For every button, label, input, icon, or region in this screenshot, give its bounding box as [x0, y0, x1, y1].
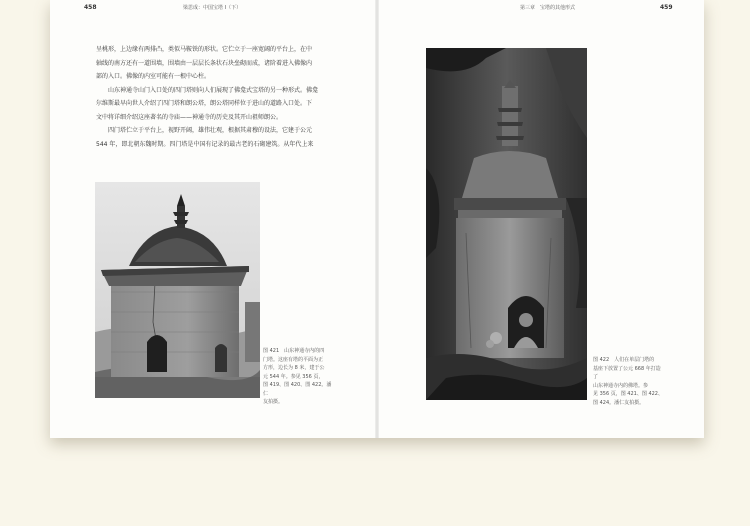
text-line: 部的入口。佛像的内室可能有一根中心柱。 — [96, 73, 211, 80]
text-line: 四门塔伫立于平台上，视野开阔，雄伟壮观，根据其肃穆的设法，它建于公元 — [108, 127, 313, 134]
right-page-number: 459 — [660, 4, 673, 11]
text-line: 山东神通寺山门入口处的四门塔则向人们展现了佛龛式宝塔的另一种形式。佛龛 — [108, 86, 319, 94]
text-line: 文中将详细介绍这座著名的寺庙——神通寺的历史及其开山祖师朗公。 — [96, 113, 283, 121]
right-running-head: 第三章 宝塔的其他形式 — [520, 5, 576, 11]
text-line: 544 年，即北朝东魏时期。四门塔是中国有记录的最古老的石砌建筑。从年代上来 — [96, 140, 314, 148]
text-line: 尔维斯最早向世人介绍了四门塔和朗公塔，朗公塔同样位于进山的道路入口处。下 — [96, 100, 313, 107]
stone-pagoda-niche-photo — [426, 48, 587, 400]
text-line: 轴线的南方还有一道围墙，围墙由一层层长条状石块垒砌而成，诸阶着进入佛像内 — [96, 59, 313, 67]
left-running-head: 梁思成：中国宝塔 I（下） — [183, 5, 242, 11]
book-gutter — [375, 0, 379, 438]
left-page-number: 458 — [84, 4, 97, 11]
left-body-text — [96, 43, 318, 151]
right-figure-caption: 图 422 人们在单层门塔的 基座下放置了公元 668 年打造了 山东神通寺内的佛塔。参 见 356 页，图 421、图 422、 图 424。潘仁友拍摄。 — [593, 357, 663, 406]
text-line: 呈桃形，上边缘有两排凸，类似马鞍铁的形状。它伫立于一座宽阔的平台上，在中 — [96, 46, 313, 53]
book-spread — [50, 0, 704, 438]
four-gate-pagoda-photo — [95, 182, 260, 398]
left-figure-caption: 图 421 山东神通寺内的四 门塔。这座有塔的平面为正 方形，边长为 8 米，建于公 元 544 年。参见 356 页， 图 419、图 420、图 422。潘仁 友拍摄。 — [263, 348, 332, 405]
